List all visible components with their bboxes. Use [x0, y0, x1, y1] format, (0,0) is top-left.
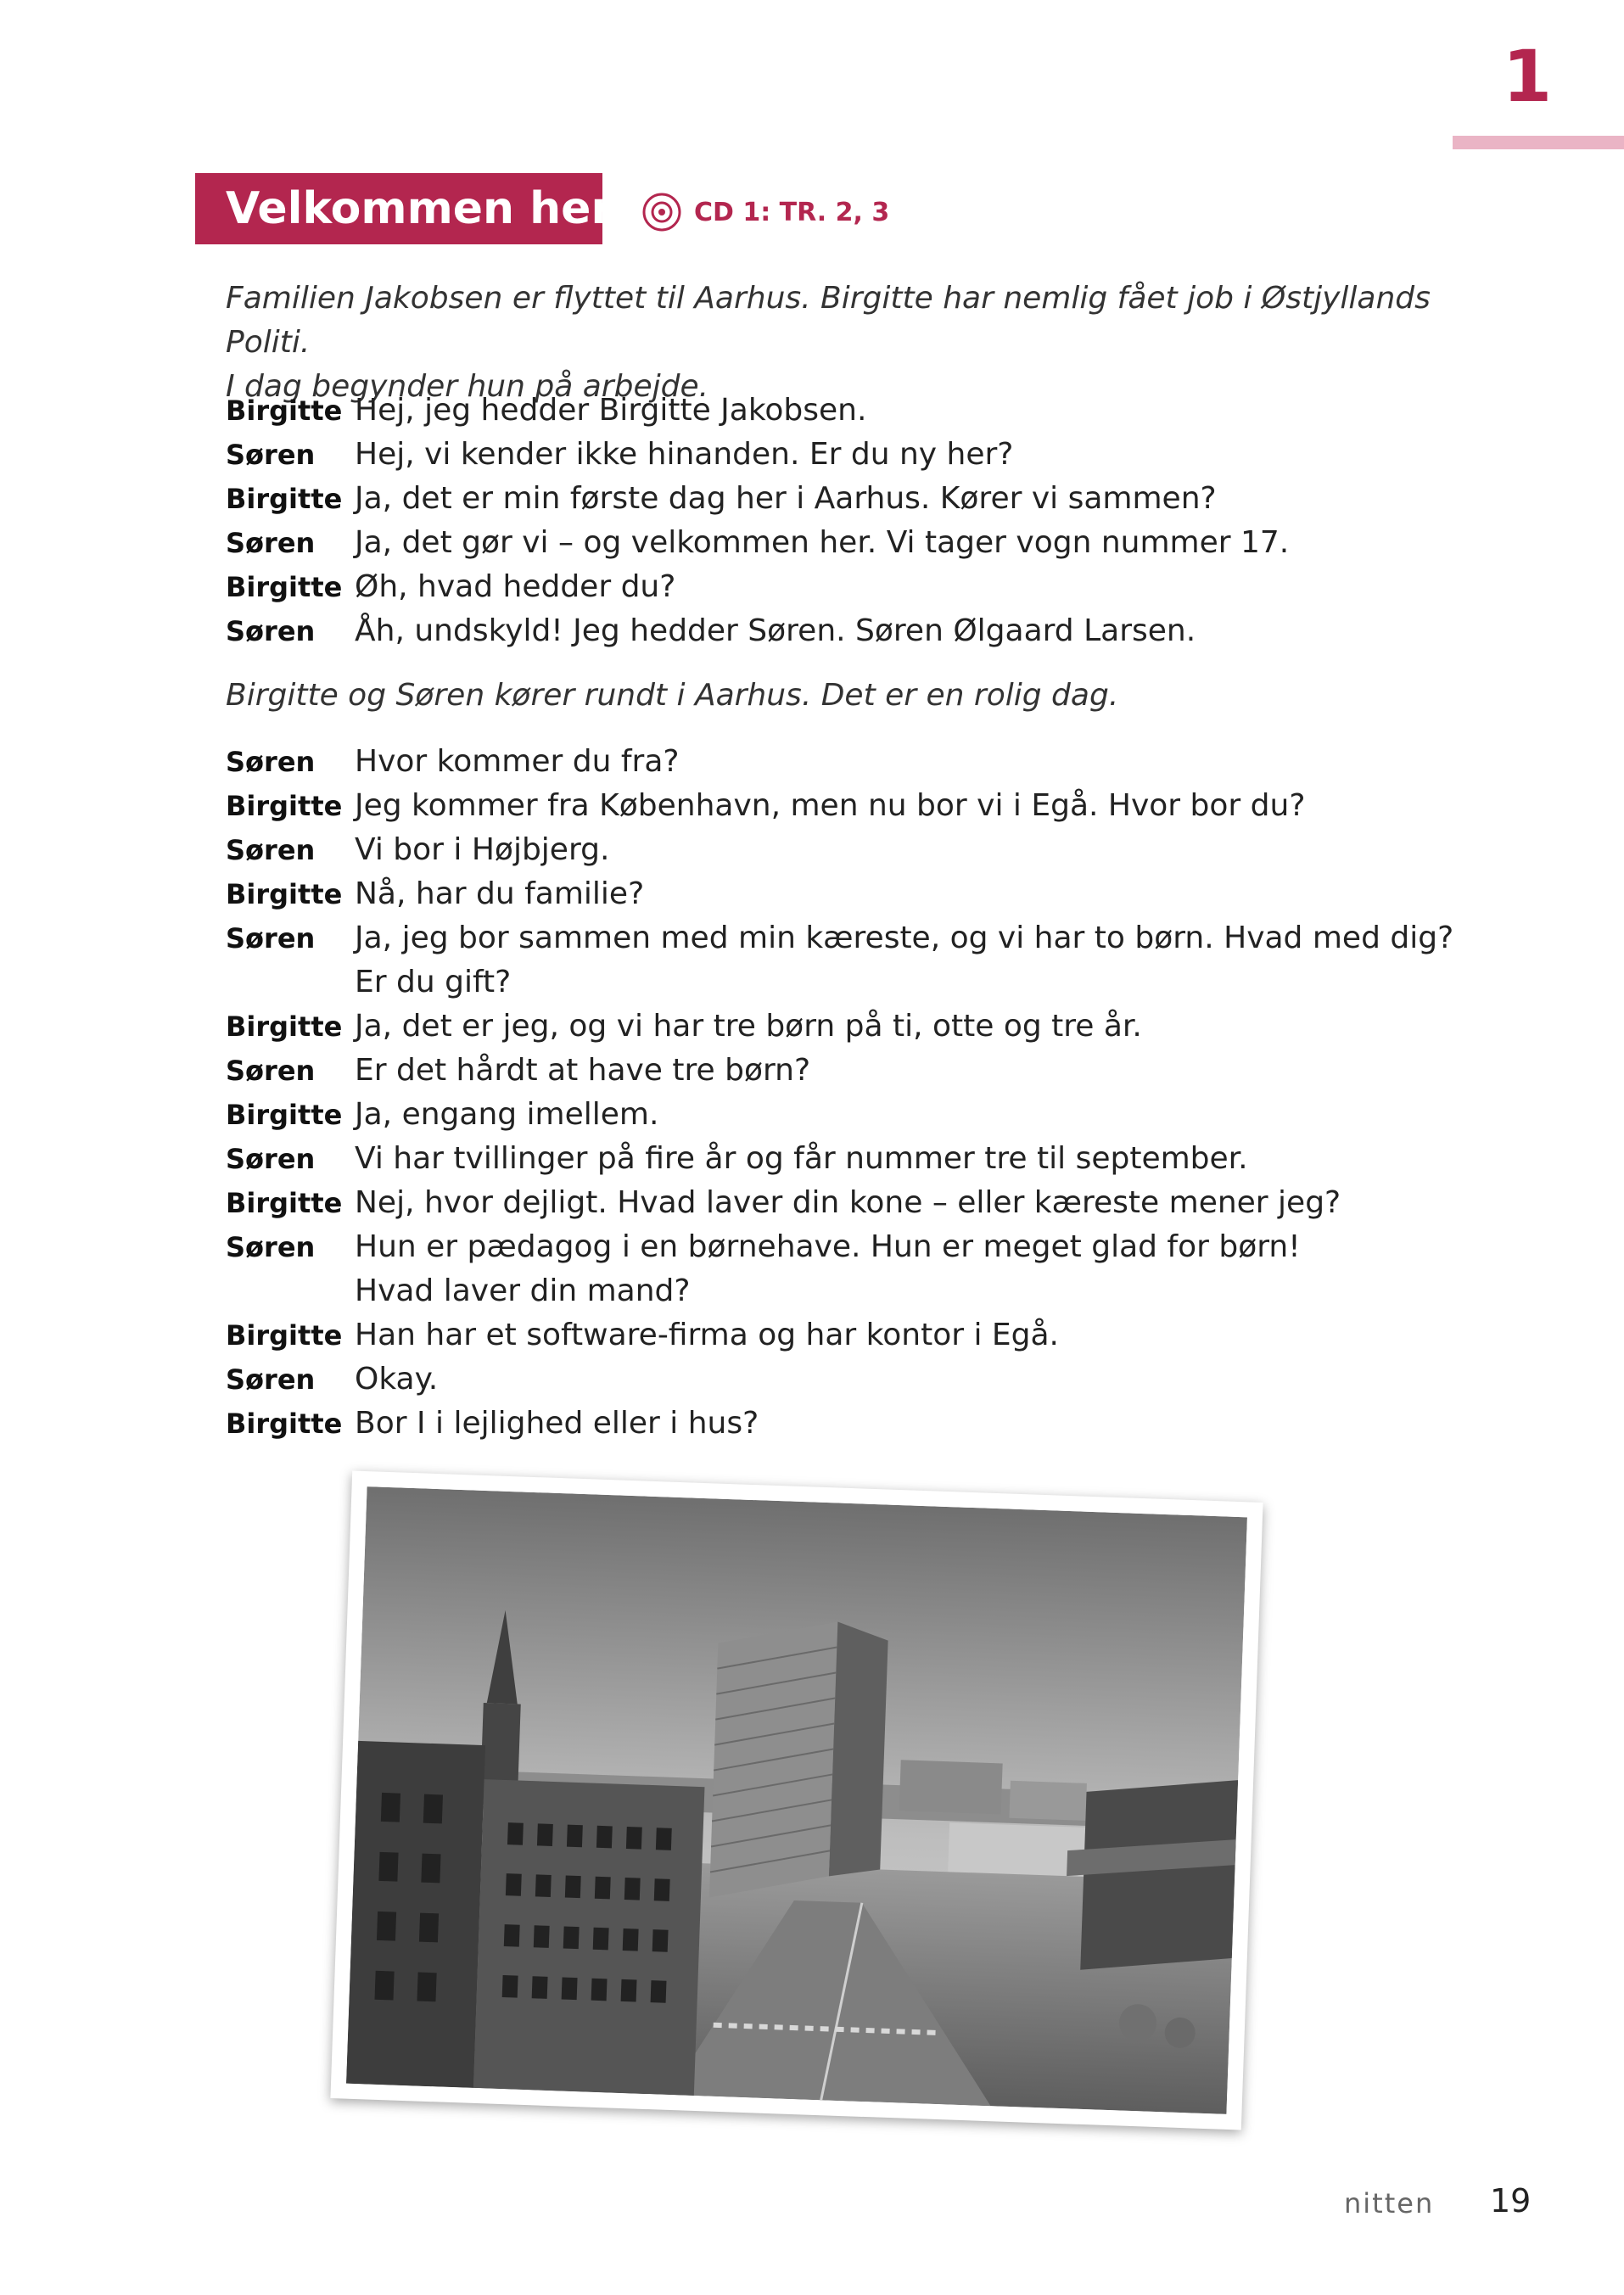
- dialogue-line: [226, 1137, 1431, 1181]
- dialogue-line: [226, 784, 1431, 828]
- speaker-name: [226, 960, 355, 1005]
- dialogue-text: Ja, jeg bor sammen med min kæreste, og vi har to børn. Hvad med dig?: [355, 921, 1454, 955]
- dialogue-text: Ja, det er min første dag her i Aarhus. Kører vi sammen?: [355, 481, 1217, 516]
- dialogue-text: Bor I i lejlighed eller i hus?: [355, 1406, 759, 1441]
- dialogue-text: Ja, engang imellem.: [355, 1097, 659, 1132]
- dialogue-line: [226, 433, 1431, 477]
- dialogue-line: [226, 872, 1431, 916]
- dialogue-line: [226, 1269, 1431, 1313]
- dialogue-line: [226, 1049, 1431, 1093]
- dialogue-block-2: [226, 740, 1454, 1446]
- dialogue-line: [226, 916, 1454, 960]
- speaker-name: Birgitte: [226, 1319, 343, 1352]
- speaker-name: Søren: [226, 834, 316, 866]
- intro-line-1: Familien Jakobsen er flyttet til Aarhus. Birgitte har nemlig fået job i Østjyllands Politi.: [226, 281, 1431, 360]
- dialogue-text: Hvad laver din mand?: [355, 1273, 691, 1308]
- dialogue-text: Jeg kommer fra København, men nu bor vi i Egå. Hvor bor du?: [355, 788, 1306, 823]
- cd-track-reference[interactable]: [641, 192, 889, 232]
- city-photo-frame: [330, 1470, 1263, 2130]
- dialogue-text: Han har et software-firma og har kontor i Egå.: [355, 1318, 1060, 1352]
- dialogue-text: Er det hårdt at have tre børn?: [355, 1053, 811, 1088]
- dialogue-text: Ja, det er jeg, og vi har tre børn på ti, otte og tre år.: [355, 1009, 1142, 1044]
- dialogue-line: [226, 1313, 1431, 1357]
- dialogue-line: [226, 1357, 1431, 1402]
- speaker-name: Birgitte: [226, 483, 343, 515]
- scene-description: [226, 674, 1431, 718]
- cd-track-label: CD 1: TR. 2, 3: [694, 197, 890, 227]
- speaker-name: Birgitte: [226, 571, 343, 603]
- dialogue-line: [226, 609, 1431, 653]
- page-title: Velkommen her: [195, 173, 602, 244]
- dialogue-text: Nå, har du familie?: [355, 876, 645, 911]
- dialogue-line: [226, 960, 1431, 1005]
- dialogue-text: Ja, det gør vi – og velkommen her. Vi tager vogn nummer 17.: [355, 525, 1290, 560]
- speaker-name: Søren: [226, 439, 316, 471]
- speaker-name: Birgitte: [226, 1408, 343, 1440]
- intro-line-2: I dag begynder hun på arbejde.: [226, 369, 709, 404]
- dialogue-line: [226, 740, 1431, 784]
- dialogue-text: Hej, vi kender ikke hinanden. Er du ny her?: [355, 437, 1014, 472]
- speaker-name: Birgitte: [226, 395, 343, 427]
- dialogue-text: Øh, hvad hedder du?: [355, 569, 676, 604]
- speaker-name: Birgitte: [226, 1099, 343, 1131]
- speaker-name: Birgitte: [226, 878, 343, 910]
- dialogue-block-1: [226, 389, 1431, 653]
- dialogue-line: [226, 521, 1431, 565]
- dialogue-text: Hej, jeg hedder Birgitte Jakobsen.: [355, 393, 867, 428]
- dialogue-line: [226, 1225, 1431, 1269]
- dialogue-line: [226, 1402, 1431, 1446]
- chapter-accent-bar: [1453, 136, 1624, 149]
- dialogue-text: Nej, hvor dejligt. Hvad laver din kone – eller kæreste mener jeg?: [355, 1185, 1341, 1220]
- dialogue-text: Hvor kommer du fra?: [355, 744, 680, 779]
- scene-line: Birgitte og Søren kører rundt i Aarhus. Det er en rolig dag.: [226, 678, 1119, 713]
- dialogue-text: Hun er pædagog i en børnehave. Hun er meget glad for børn!: [355, 1229, 1301, 1264]
- dialogue-line: [226, 1005, 1431, 1049]
- page-number: 19: [1490, 2182, 1532, 2219]
- speaker-name: Birgitte: [226, 1010, 343, 1043]
- chapter-number: 1: [1502, 35, 1553, 118]
- dialogue-line: [226, 477, 1431, 521]
- dialogue-line: [226, 828, 1431, 872]
- dialogue-line: [226, 389, 1431, 433]
- dialogue-line: [226, 565, 1431, 609]
- speaker-name: Birgitte: [226, 1187, 343, 1219]
- dialogue-line: [226, 1093, 1431, 1137]
- dialogue-text: Er du gift?: [355, 965, 512, 999]
- page-number-word: nitten: [1344, 2187, 1435, 2219]
- speaker-name: Søren: [226, 1143, 316, 1175]
- speaker-name: Søren: [226, 1055, 316, 1087]
- dialogue-text: Vi bor i Højbjerg.: [355, 832, 610, 867]
- dialogue-text: Vi har tvillinger på fire år og får nummer tre til september.: [355, 1141, 1248, 1176]
- speaker-name: Birgitte: [226, 790, 343, 822]
- speaker-name: Søren: [226, 1231, 316, 1263]
- speaker-name: Søren: [226, 527, 316, 559]
- speaker-name: [226, 1269, 355, 1313]
- speaker-name: Søren: [226, 615, 316, 647]
- dialogue-line: [226, 1181, 1431, 1225]
- speaker-name: Søren: [226, 1363, 316, 1396]
- dialogue-text: Åh, undskyld! Jeg hedder Søren. Søren Ølgaard Larsen.: [355, 613, 1196, 648]
- dialogue-text: Okay.: [355, 1362, 439, 1397]
- speaker-name: Søren: [226, 922, 316, 954]
- cd-icon: [641, 192, 682, 232]
- speaker-name: Søren: [226, 746, 316, 778]
- aarhus-city-photo: [346, 1486, 1247, 2114]
